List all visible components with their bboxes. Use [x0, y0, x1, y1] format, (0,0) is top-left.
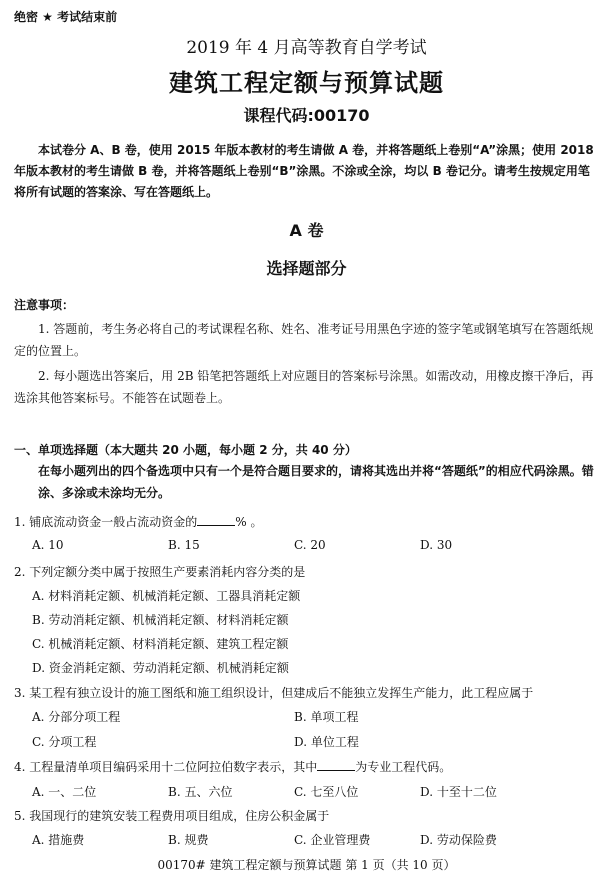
question-text: 1. 铺底流动资金一般占流动资金的 [14, 515, 198, 529]
section-heading: 一、单项选择题（本大题共 20 小题，每小题 2 分，共 40 分） [14, 443, 357, 457]
section-instruction: 在每小题列出的四个备选项中只有一个是符合题目要求的，请将其选出并将“答题纸”的相应代码涂黑。错涂、多涂或未涂均无分。 [38, 464, 594, 500]
question-text: 5. 我国现行的建筑安装工程费用项目组成，住房公积金属于 [14, 809, 330, 823]
question-text-end: % 。 [235, 515, 263, 529]
answer-blank [197, 515, 235, 526]
question-text: 4. 工程量清单项目编码采用十二位阿拉伯数字表示，其中 [14, 760, 318, 774]
notes-heading: 注意事项： [14, 298, 75, 312]
question-text: 2. 下列定额分类中属于按照生产要素消耗内容分类的是 [14, 565, 306, 579]
option: C. 20 [294, 538, 326, 552]
question-stem [14, 684, 533, 701]
option: A. 10 [32, 538, 64, 552]
question-stem [14, 807, 329, 824]
option: B. 规费 [168, 833, 209, 847]
option: C. 七至八位 [294, 785, 359, 799]
question-stem [14, 513, 262, 530]
option: D. 单位工程 [294, 735, 359, 749]
intro-paragraph: 本试卷分 A、B 卷，使用 2015 年版本教材的考生请做 A 卷，并将答题纸上卷别“A”涂黑；使用 2018 年版本教材的考生请做 B 卷，并将答题纸上卷别“B”涂黑。不涂或全涂，均以 B 卷记分。请考生按规定用笔将所有试题的答案涂、写在答题纸上。 [14, 143, 594, 199]
option: A. 一、二位 [32, 785, 97, 799]
question-stem [14, 563, 305, 580]
question-stem [14, 758, 451, 775]
page-footer: 00170# 建筑工程定额与预算试题 第 1 页（共 10 页） [157, 858, 456, 872]
option: B. 劳动消耗定额、机械消耗定额、材料消耗定额 [32, 613, 289, 627]
option: D. 30 [420, 538, 453, 552]
option: C. 分项工程 [32, 735, 97, 749]
volume-label: A 卷 [289, 221, 324, 240]
exam-year: 2019 年 4 月高等教育自学考试 [186, 38, 427, 58]
part-title: 选择题部分 [266, 259, 347, 278]
exam-title: 建筑工程定额与预算试题 [169, 69, 444, 97]
question-text-end: 为专业工程代码。 [355, 760, 452, 774]
note-item: 1. 答题前，考生务必将自己的考试课程名称、姓名、准考证号用黑色字迹的签字笔或钢笔填写在答题纸规定的位置上。 [14, 322, 594, 358]
option: D. 劳动保险费 [420, 833, 497, 847]
option: C. 机械消耗定额、材料消耗定额、建筑工程定额 [32, 637, 289, 651]
answer-blank [317, 760, 355, 771]
option: D. 十至十二位 [420, 785, 497, 799]
option: A. 材料消耗定额、机械消耗定额、工器具消耗定额 [32, 589, 301, 603]
option: D. 资金消耗定额、劳动消耗定额、机械消耗定额 [32, 661, 289, 675]
option: B. 15 [168, 538, 200, 552]
option: A. 措施费 [32, 833, 85, 847]
option: B. 五、六位 [168, 785, 233, 799]
option: B. 单项工程 [294, 710, 359, 724]
option: C. 企业管理费 [294, 833, 371, 847]
secret-mark: 绝密 ★ 考试结束前 [14, 10, 118, 24]
option: A. 分部分项工程 [32, 710, 121, 724]
course-code: 课程代码:00170 [243, 106, 370, 125]
question-text: 3. 某工程有独立设计的施工图纸和施工组织设计，但建成后不能独立发挥生产能力，此工程应属于 [14, 686, 534, 700]
note-item: 2. 每小题选出答案后，用 2B 铅笔把答题纸上对应题目的答案标号涂黑。如需改动，用橡皮擦干净后，再选涂其他答案标号。不能答在试题卷上。 [14, 369, 594, 405]
